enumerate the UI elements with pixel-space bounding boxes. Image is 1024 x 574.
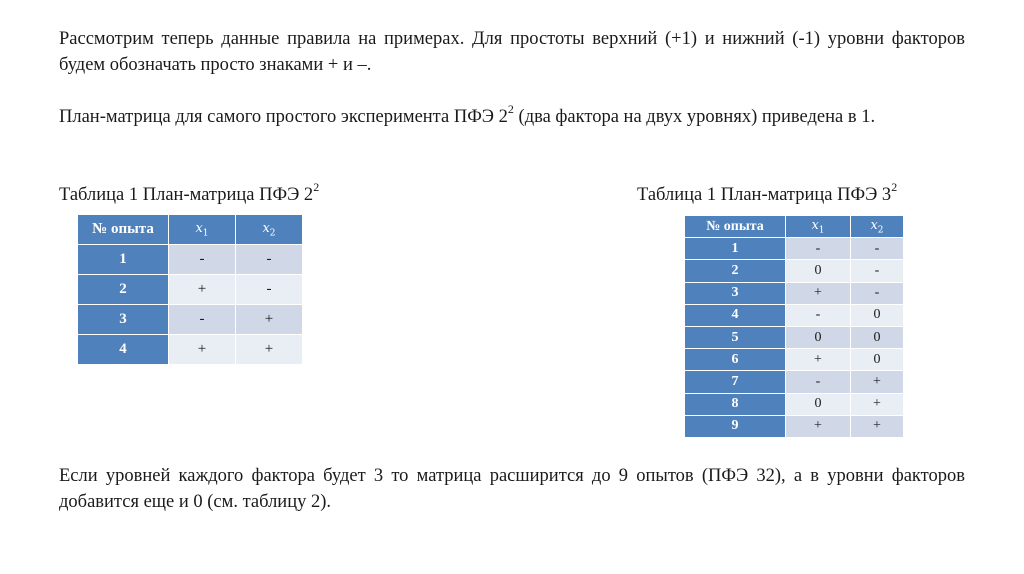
cell-x2: +	[236, 335, 303, 365]
cell-experiment-number: 3	[78, 305, 169, 335]
cell-x1: -	[169, 245, 236, 275]
cell-x1: -	[786, 238, 851, 260]
table2-caption-power: 2	[891, 180, 898, 194]
cell-x2: +	[236, 305, 303, 335]
cell-experiment-number: 9	[685, 415, 786, 437]
cell-x2: -	[851, 260, 904, 282]
table-row	[78, 245, 303, 275]
plan-matrix-table-1	[77, 214, 303, 365]
table-row	[78, 305, 303, 335]
table-row	[685, 415, 904, 437]
cell-x2: -	[236, 275, 303, 305]
cell-x2: -	[236, 245, 303, 275]
table-row	[685, 238, 904, 260]
cell-x2: 0	[851, 304, 904, 326]
cell-x2: -	[851, 238, 904, 260]
header-x2	[236, 215, 303, 245]
cell-x1: +	[786, 415, 851, 437]
cell-x1: +	[169, 335, 236, 365]
table1-caption-power: 2	[313, 180, 320, 194]
cell-x2: -	[851, 282, 904, 304]
header-x1-var: x	[811, 217, 819, 233]
table2-caption-text: Таблица 1 План-матрица ПФЭ 3	[637, 185, 892, 205]
cell-x1: -	[786, 371, 851, 393]
header-x1-sub: 1	[818, 225, 825, 236]
cell-x1: -	[169, 305, 236, 335]
cell-x1: 0	[786, 393, 851, 415]
cell-x2: 0	[851, 349, 904, 371]
header-experiment-number: № опыта	[685, 216, 786, 238]
cell-x1: +	[786, 282, 851, 304]
table-row	[685, 393, 904, 415]
header-experiment-number: № опыта	[78, 215, 169, 245]
plan-matrix-text-start: План-матрица для самого простого эксперимента ПФЭ 2	[59, 107, 508, 127]
cell-experiment-number: 5	[685, 326, 786, 348]
plan-matrix-power: 2	[507, 102, 514, 116]
table-row	[685, 349, 904, 371]
table-row	[685, 282, 904, 304]
cell-experiment-number: 7	[685, 371, 786, 393]
table1-caption-text: Таблица 1 План-матрица ПФЭ 2	[59, 185, 314, 205]
cell-experiment-number: 4	[685, 304, 786, 326]
plan-matrix-paragraph	[59, 104, 965, 130]
cell-x2: +	[851, 393, 904, 415]
header-x1-sub: 1	[202, 228, 209, 239]
cell-experiment-number: 2	[685, 260, 786, 282]
header-x1	[169, 215, 236, 245]
table2-caption	[637, 182, 897, 208]
cell-experiment-number: 4	[78, 335, 169, 365]
table-header-row	[685, 216, 904, 238]
header-x2-var: x	[262, 220, 270, 236]
table-row	[685, 326, 904, 348]
cell-x2: +	[851, 371, 904, 393]
cell-experiment-number: 3	[685, 282, 786, 304]
table-row	[685, 260, 904, 282]
cell-x1: 0	[786, 326, 851, 348]
header-x1	[786, 216, 851, 238]
cell-x2: +	[851, 415, 904, 437]
plan-matrix-text-end: (два фактора на двух уровнях) приведена в 1.	[513, 107, 876, 127]
cell-experiment-number: 2	[78, 275, 169, 305]
table-header-row	[78, 215, 303, 245]
cell-experiment-number: 1	[685, 238, 786, 260]
header-x1-var: x	[195, 220, 203, 236]
cell-x1: 0	[786, 260, 851, 282]
cell-experiment-number: 1	[78, 245, 169, 275]
plan-matrix-table-2	[684, 215, 904, 438]
cell-x1: +	[786, 349, 851, 371]
header-x2-sub: 2	[269, 228, 276, 239]
header-x2-sub: 2	[877, 225, 884, 236]
cell-experiment-number: 8	[685, 393, 786, 415]
intro-paragraph: Рассмотрим теперь данные правила на примерах. Для простоты верхний (+1) и нижний (-1) уровни факторов будем обозначать просто знаками + и –.	[59, 29, 965, 75]
header-x2	[851, 216, 904, 238]
table-row	[78, 335, 303, 365]
cell-experiment-number: 6	[685, 349, 786, 371]
table1-caption	[59, 182, 319, 208]
cell-x2: 0	[851, 326, 904, 348]
table-row	[78, 275, 303, 305]
cell-x1: +	[169, 275, 236, 305]
table-row	[685, 371, 904, 393]
header-x2-var: x	[870, 217, 878, 233]
cell-x1: -	[786, 304, 851, 326]
table-row	[685, 304, 904, 326]
expansion-paragraph: Если уровней каждого фактора будет 3 то матрица расширится до 9 опытов (ПФЭ 32), а в уровни факторов добавится еще и 0 (см. таблицу 2).	[59, 466, 965, 512]
